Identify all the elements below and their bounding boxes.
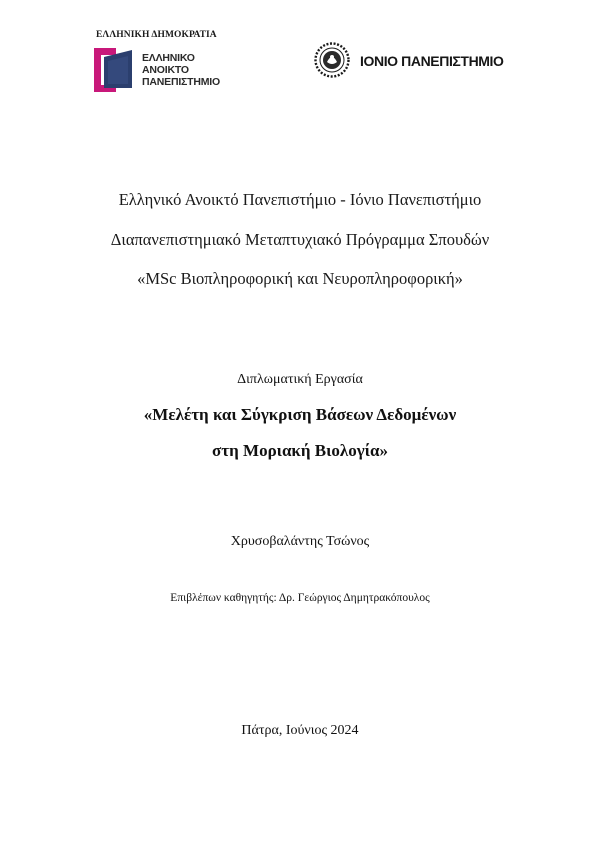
ionian-wordmark: ΙΟΝΙΟ ΠΑΝΕΠΙΣΤΗΜΙΟ (360, 53, 504, 69)
hellenic-republic-caption: ΕΛΛΗΝΙΚΗ ΔΗΜΟΚΡΑΤΙΑ (96, 30, 217, 40)
supervisor: Επιβλέπων καθηγητής: Δρ. Γεώργιος Δημητρακόπουλος (170, 592, 430, 604)
ionian-university-logo (314, 42, 524, 78)
eap-wordmark (142, 52, 220, 88)
eap-wordmark-line-3: ΠΑΝΕΠΙΣΤΗΜΙΟ (142, 76, 220, 88)
ionian-seal-icon (314, 42, 350, 78)
institution-line-2: Διαπανεπιστημιακό Μεταπτυχιακό Πρόγραμμα Σπουδών (110, 230, 490, 249)
eap-wordmark-line-2: ΑΝΟΙΚΤΟ (142, 64, 189, 76)
place-date: Πάτρα, Ιούνιος 2024 (241, 723, 359, 738)
institution-line-1: Ελληνικό Ανοικτό Πανεπιστήμιο - Ιόνιο Πανεπιστήμιο (118, 190, 482, 209)
hellenic-open-university-logo (92, 30, 242, 100)
thesis-title-line-1: «Μελέτη και Σύγκριση Βάσεων Δεδομένων (143, 405, 457, 424)
eap-wordmark-line-1: ΕΛΛΗΝΙΚΟ (142, 52, 195, 64)
eap-emblem-icon (92, 44, 136, 96)
thesis-type: Διπλωματική Εργασία (237, 372, 363, 387)
author-name: Χρυσοβαλάντης Τσώνος (230, 534, 370, 549)
thesis-title-line-2: στη Μοριακή Βιολογία» (212, 441, 388, 460)
programme-name: «MSc Βιοπληροφορική και Νευροπληροφορική» (137, 269, 463, 288)
